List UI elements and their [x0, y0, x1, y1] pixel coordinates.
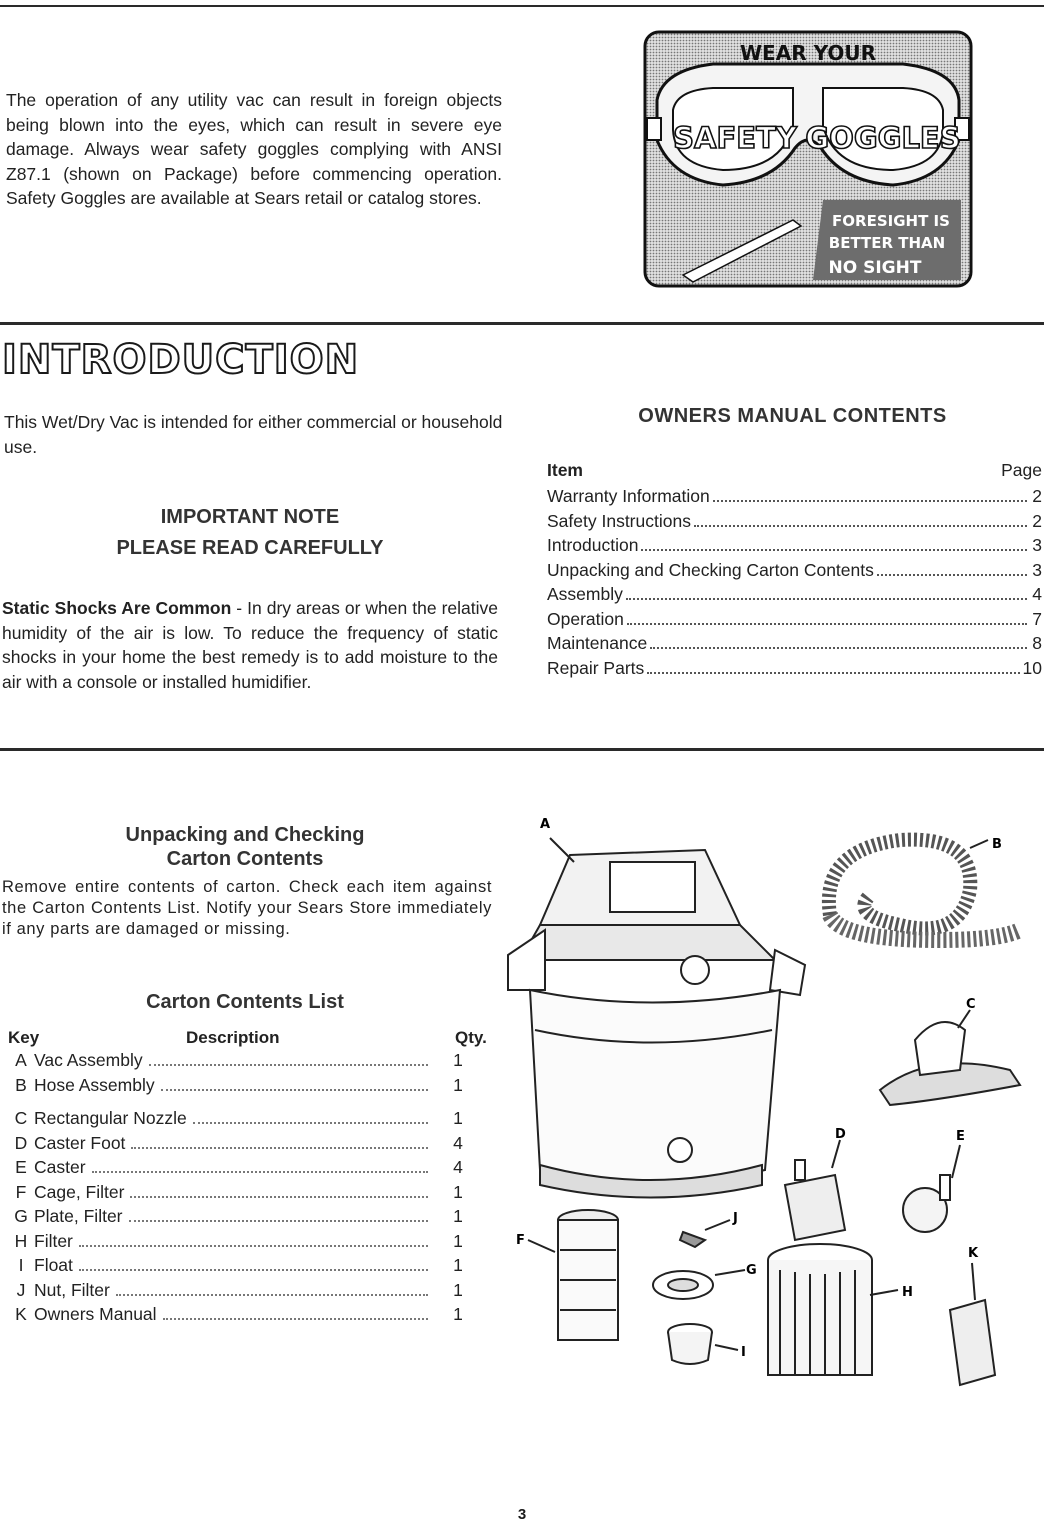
static-shocks-paragraph	[2, 596, 498, 694]
contents-row: Safety Instructions 2	[547, 510, 1042, 531]
vac-assembly-drawing	[508, 838, 805, 1198]
carton-list-title: Carton Contents List	[146, 991, 344, 1013]
static-shocks-lead: Static Shocks Are Common	[2, 598, 232, 618]
svg-text:SAFETY: SAFETY	[673, 121, 797, 155]
static-shocks-text: - In dry areas or when the relative humidity of the air is low. To reduce the frequency of static shocks in your home the best remedy is to add moisture to the air with a console or installed humidifier.	[2, 598, 498, 692]
float-drawing	[668, 1324, 738, 1364]
table-row: I Float 1	[18, 1255, 463, 1275]
contents-row: Repair Parts 10	[547, 657, 1042, 678]
contents-row: Operation 7	[547, 608, 1042, 629]
contents-row: Warranty Information 2	[547, 486, 1042, 506]
callout-j: J	[733, 1211, 738, 1226]
top-rule	[0, 5, 1044, 7]
unpacking-text: Remove entire contents of carton. Check each item against the Carton Contents List. Notify your Sears Store immediately if any parts are damaged or missing.	[2, 878, 492, 938]
table-row: E Caster 4	[15, 1157, 463, 1177]
introduction-heading: INTRODUCTION	[2, 337, 360, 383]
callout-e: E	[956, 1129, 965, 1144]
contents-row: Assembly 4	[547, 584, 1042, 604]
table-row: H Filter 1	[14, 1230, 463, 1251]
filter-cage-drawing	[528, 1210, 618, 1340]
contents-title: OWNERS MANUAL CONTENTS	[638, 405, 947, 427]
callout-h: H	[902, 1285, 913, 1300]
callout-g: G	[746, 1263, 757, 1278]
table-row: B Hose Assembly 1	[15, 1074, 463, 1095]
contents-table	[547, 460, 1042, 682]
read-carefully-title: PLEASE READ CAREFULLY	[116, 537, 384, 559]
caster-foot-drawing	[785, 1140, 845, 1240]
filter-nut-drawing	[680, 1232, 705, 1247]
safety-warning-text: The operation of any utility vac can result in foreign objects being blown into the eyes, which can result in severe eye damage. Always wear safety goggles complying with ANSI Z87.1 (shown on Package) before commencing operation. Safety Goggles are available at Sears retail or catalog stores.	[6, 90, 502, 208]
table-row: G Plate, Filter 1	[14, 1206, 463, 1226]
owners-manual-drawing	[950, 1263, 995, 1385]
hose-assembly-drawing	[829, 840, 1020, 940]
contents-item-header: Item	[547, 460, 583, 480]
caster-drawing	[903, 1145, 960, 1232]
callout-a: A	[540, 817, 551, 832]
intro-text: This Wet/Dry Vac is intended for either commercial or household use.	[4, 412, 503, 457]
contents-page-header: Page	[1001, 460, 1042, 480]
filter-drawing	[768, 1244, 898, 1375]
svg-text:NO SIGHT: NO SIGHT	[828, 258, 922, 278]
table-row: D Caster Foot 4	[14, 1132, 463, 1153]
svg-text:WEAR YOUR: WEAR YOUR	[740, 41, 876, 65]
col-key-header: Key	[8, 1028, 40, 1047]
carton-contents-table	[8, 1028, 487, 1329]
col-description-header: Description	[186, 1028, 280, 1047]
page-number: 3	[517, 1506, 527, 1523]
svg-text:FORESIGHT IS: FORESIGHT IS	[832, 212, 950, 230]
callout-b: B	[992, 837, 1002, 852]
safety-goggles-sign	[643, 30, 973, 288]
rectangular-nozzle-drawing	[880, 1010, 1020, 1105]
unpacking-title-line1: Unpacking and Checking	[125, 824, 365, 846]
filter-plate-drawing	[653, 1270, 745, 1299]
table-row: J Nut, Filter 1	[16, 1279, 463, 1300]
table-row: A Vac Assembly 1	[15, 1050, 463, 1070]
unpacking-rule	[0, 748, 1044, 751]
contents-row: Unpacking and Checking Carton Contents 3	[547, 559, 1042, 580]
callout-d: D	[835, 1127, 846, 1142]
callout-c: C	[966, 997, 976, 1012]
callout-f: F	[516, 1233, 525, 1248]
callout-i: I	[741, 1345, 746, 1360]
intro-rule	[0, 322, 1044, 325]
important-note-title: IMPORTANT NOTE	[160, 506, 340, 528]
parts-illustration	[500, 800, 1044, 1410]
col-qty-header: Qty.	[455, 1028, 487, 1047]
table-row: C Rectangular Nozzle 1	[14, 1108, 463, 1128]
contents-row: Introduction 3	[547, 535, 1042, 555]
svg-text:BETTER THAN: BETTER THAN	[828, 234, 946, 252]
callout-k: K	[968, 1246, 979, 1261]
svg-text:GOGGLES: GOGGLES	[805, 121, 961, 155]
table-row: F Cage, Filter 1	[15, 1181, 463, 1202]
contents-row: Maintenance 8	[547, 633, 1042, 653]
unpacking-title-line2: Carton Contents	[166, 848, 324, 870]
table-row: K Owners Manual 1	[15, 1304, 463, 1324]
